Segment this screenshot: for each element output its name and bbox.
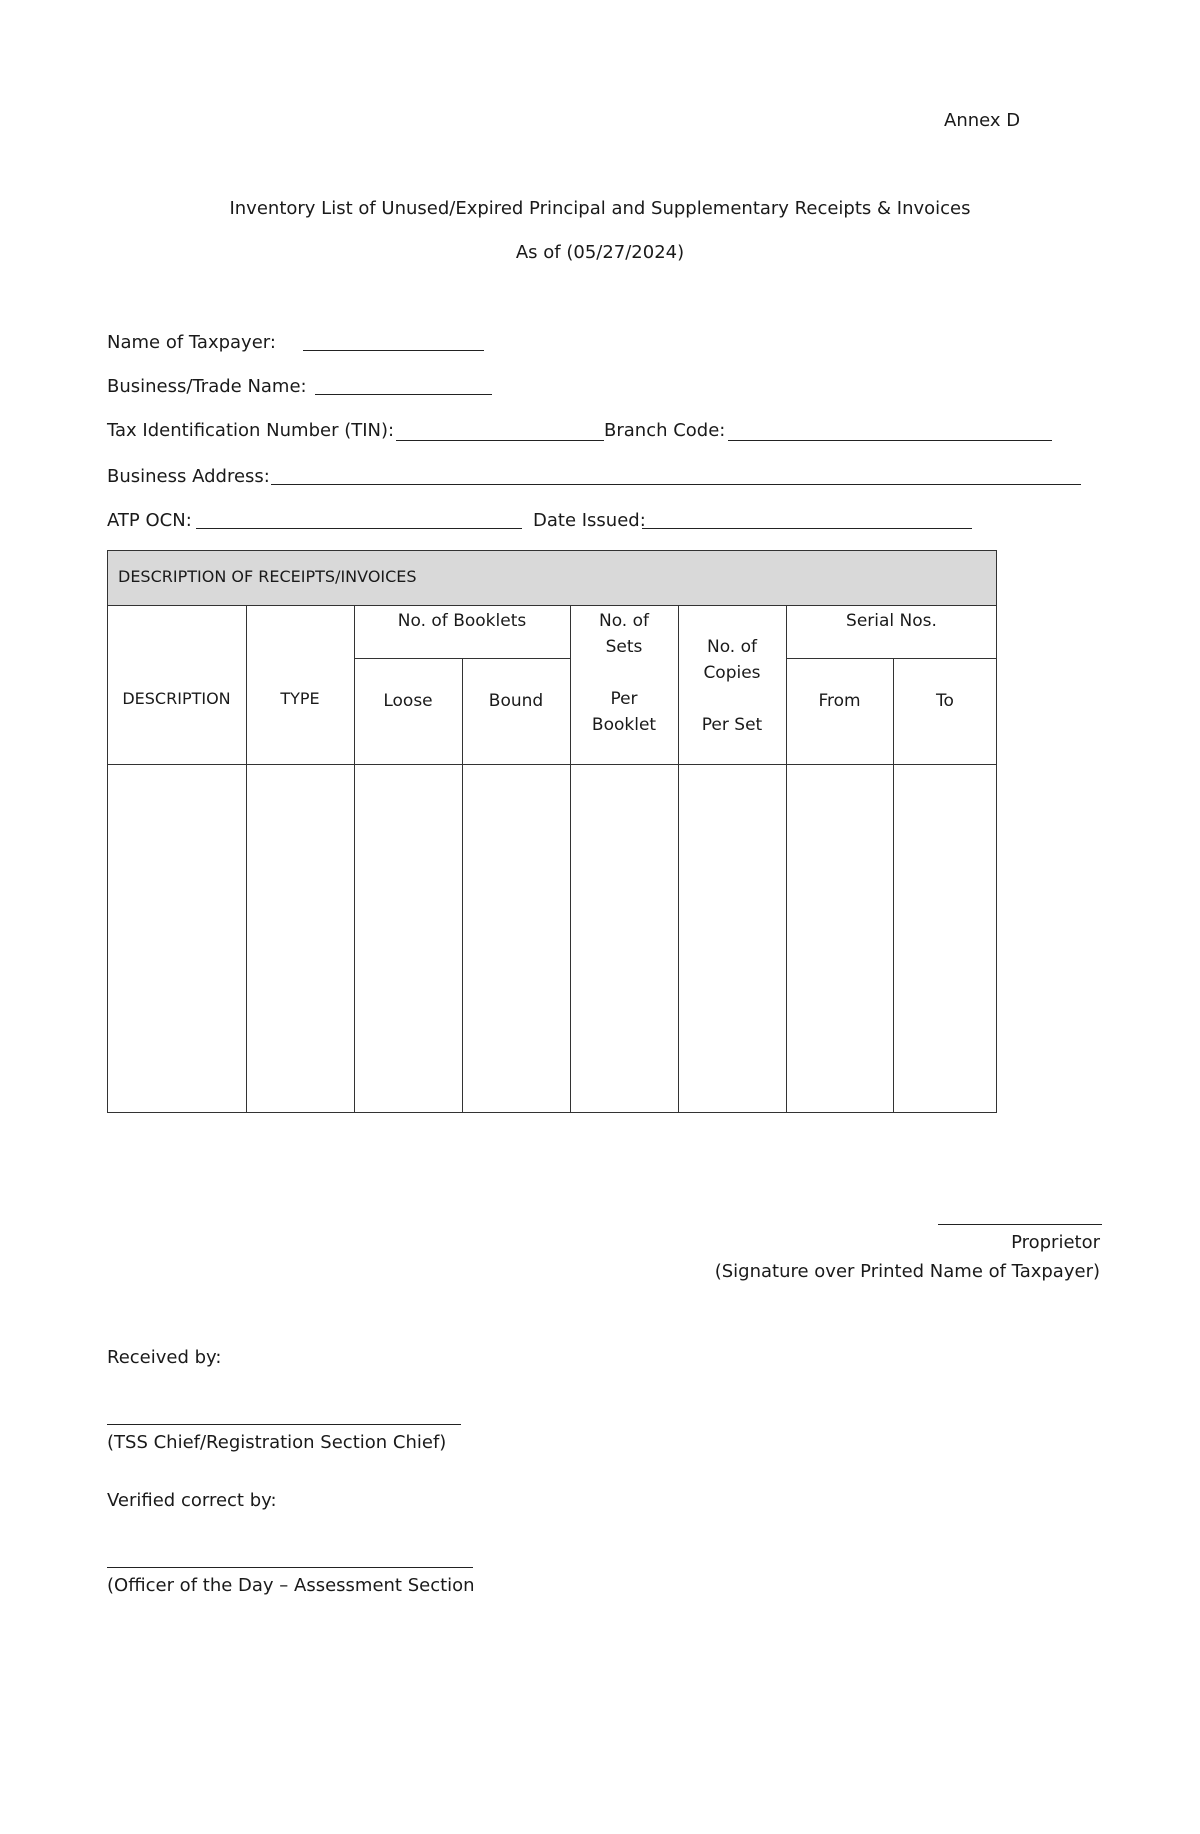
received-by-signatory: (TSS Chief/Registration Section Chief): [107, 1432, 447, 1453]
verified-by-label: Verified correct by:: [107, 1490, 277, 1511]
received-by-line[interactable]: [107, 1424, 461, 1425]
branch-code-line[interactable]: [728, 440, 1052, 441]
atp-ocn-line[interactable]: [196, 528, 522, 529]
verified-by-line[interactable]: [107, 1567, 473, 1568]
col-type: TYPE: [280, 689, 320, 708]
as-of-date: As of (05/27/2024): [515, 242, 685, 263]
atp-ocn-label: ATP OCN:: [107, 510, 192, 531]
document-title: Inventory List of Unused/Expired Principal and Supplementary Receipts & Invoices: [229, 198, 971, 219]
address-line[interactable]: [271, 484, 1081, 485]
section-header-label: DESCRIPTION OF RECEIPTS/INVOICES: [118, 567, 417, 586]
col-description: DESCRIPTION: [122, 689, 231, 708]
received-by-label: Received by:: [107, 1347, 222, 1368]
receipts-table: [107, 550, 997, 1113]
col-loose: Loose: [383, 691, 433, 711]
col-booklets: No. of Booklets: [397, 611, 527, 631]
col-from: From: [818, 691, 861, 711]
trade-name-line[interactable]: [315, 394, 492, 395]
date-issued-line[interactable]: [642, 528, 972, 529]
date-issued-label: Date Issued:: [533, 510, 646, 531]
col-serial: Serial Nos.: [846, 611, 937, 631]
proprietor-label: Proprietor: [1011, 1232, 1100, 1253]
trade-name-label: Business/Trade Name:: [107, 376, 307, 397]
branch-code-label: Branch Code:: [604, 420, 726, 441]
col-sets-line1: No. of: [598, 611, 649, 631]
taxpayer-name-line[interactable]: [303, 350, 484, 351]
taxpayer-name-label: Name of Taxpayer:: [107, 332, 276, 353]
col-to: To: [936, 691, 954, 711]
annex-label: Annex D: [944, 110, 1021, 131]
col-sets-line3: Per: [610, 689, 638, 709]
table-body-frame: [107, 605, 997, 1113]
tin-line[interactable]: [396, 440, 604, 441]
col-copies-line3: Per Set: [701, 715, 763, 735]
tin-label: Tax Identification Number (TIN):: [107, 420, 395, 441]
verified-by-signatory: (Officer of the Day – Assessment Section: [107, 1575, 475, 1596]
col-sets-line2: Sets: [605, 637, 643, 657]
col-sets-line4: Booklet: [591, 715, 657, 735]
col-copies-line2: Copies: [703, 663, 761, 683]
col-bound: Bound: [488, 691, 544, 711]
address-label: Business Address:: [107, 466, 270, 487]
col-copies-line1: No. of: [706, 637, 757, 657]
proprietor-note: (Signature over Printed Name of Taxpayer): [714, 1261, 1100, 1282]
proprietor-signature-line[interactable]: [938, 1224, 1102, 1225]
